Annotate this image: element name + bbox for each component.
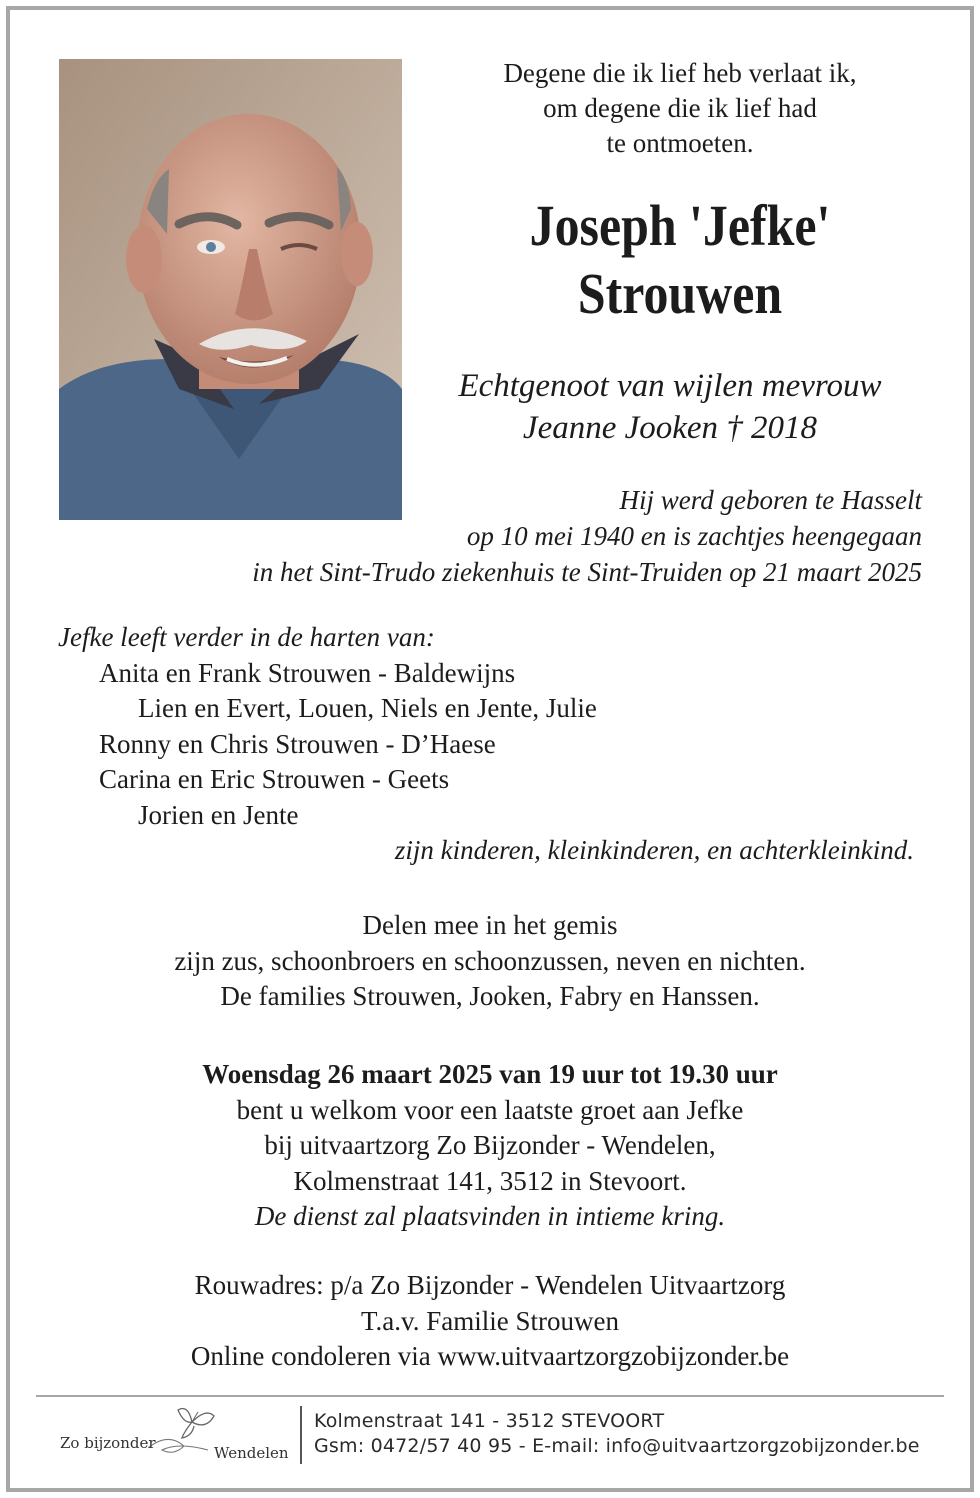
contact-address: Kolmenstraat 141 - 3512 STEVOORT (314, 1410, 665, 1432)
ceremony-line: bij uitvaartzorg Zo Bijzonder - Wendelen, (264, 1130, 716, 1160)
logo-text-right: Wendelen (214, 1444, 289, 1462)
portrait-illustration (59, 59, 402, 520)
ceremony-line: bent u welkom voor een laatste groet aan Jefke (236, 1094, 744, 1125)
shared-grief (40, 908, 940, 1015)
motto-quote (420, 56, 940, 161)
address-line: Rouwadres: p/a Zo Bijzonder - Wendelen Uitvaartzorg (194, 1270, 786, 1300)
ceremony-info (40, 1057, 940, 1235)
address-line: T.a.v. Familie Strouwen (361, 1305, 619, 1336)
ceremony-service: De dienst zal plaatsvinden in intieme kring. (254, 1201, 726, 1231)
contact-phone-email[interactable]: Gsm: 0472/57 40 95 - E-mail: info@uitvaartzorgzobijzonder.be (314, 1435, 920, 1457)
mourning-address (40, 1268, 940, 1375)
motto-line: te ontmoeten. (606, 128, 754, 158)
birth-line: Hij werd geboren te Hasselt (619, 485, 922, 515)
portrait-photo (59, 59, 402, 520)
name-line-2: Strouwen (577, 261, 783, 326)
condolence-link[interactable]: Online condoleren via www.uitvaartzorgzobijzonder.be (190, 1341, 790, 1371)
ceremony-date: Woensdag 26 maart 2025 van 19 uur tot 19.30 uur (202, 1059, 778, 1089)
family-line: Anita en Frank Strouwen - Baldewijns (99, 657, 516, 688)
logo-text-left: Zo bijzonder (60, 1434, 156, 1452)
family-closing: zijn kinderen, kleinkinderen, en achterkleinkind. (394, 835, 914, 865)
footer-divider (36, 1395, 944, 1397)
spouse-line: Echtgenoot van wijlen mevrouw (458, 368, 882, 404)
shared-line: De families Strouwen, Jooken, Fabry en Hanssen. (220, 981, 760, 1011)
ceremony-line: Kolmenstraat 141, 3512 in Stevoort. (293, 1165, 687, 1196)
birth-death-info (62, 482, 922, 590)
motto-line: om degene die ik lief had (543, 93, 817, 123)
footer-contact (314, 1409, 954, 1459)
birth-line: in het Sint-Trudo ziekenhuis te Sint-Truiden op 21 maart 2025 (252, 557, 922, 587)
spouse-line: Jeanne Jooken † 2018 (522, 410, 818, 446)
name-line-1: Joseph 'Jefke' (529, 193, 831, 258)
deceased-name (456, 192, 903, 328)
spouse-info (400, 365, 940, 449)
family-line: Ronny en Chris Strouwen - D’Haese (99, 728, 496, 759)
shared-line: zijn zus, schoonbroers en schoonzussen, neven en nichten. (174, 945, 806, 976)
family-line: Lien en Evert, Louen, Niels en Jente, Julie (138, 693, 597, 723)
family-list (58, 620, 928, 869)
family-line: Carina en Eric Strouwen - Geets (99, 764, 450, 794)
family-line: Jorien en Jente (138, 799, 299, 830)
birth-line: op 10 mei 1940 en is zachtjes heengegaan (466, 521, 922, 551)
funeral-home-logo (48, 1402, 296, 1470)
family-intro: Jefke leeft verder in de harten van: (58, 622, 435, 652)
footer-separator (300, 1406, 302, 1464)
shared-line: Delen mee in het gemis (362, 910, 618, 940)
motto-line: Degene die ik lief heb verlaat ik, (503, 58, 857, 88)
